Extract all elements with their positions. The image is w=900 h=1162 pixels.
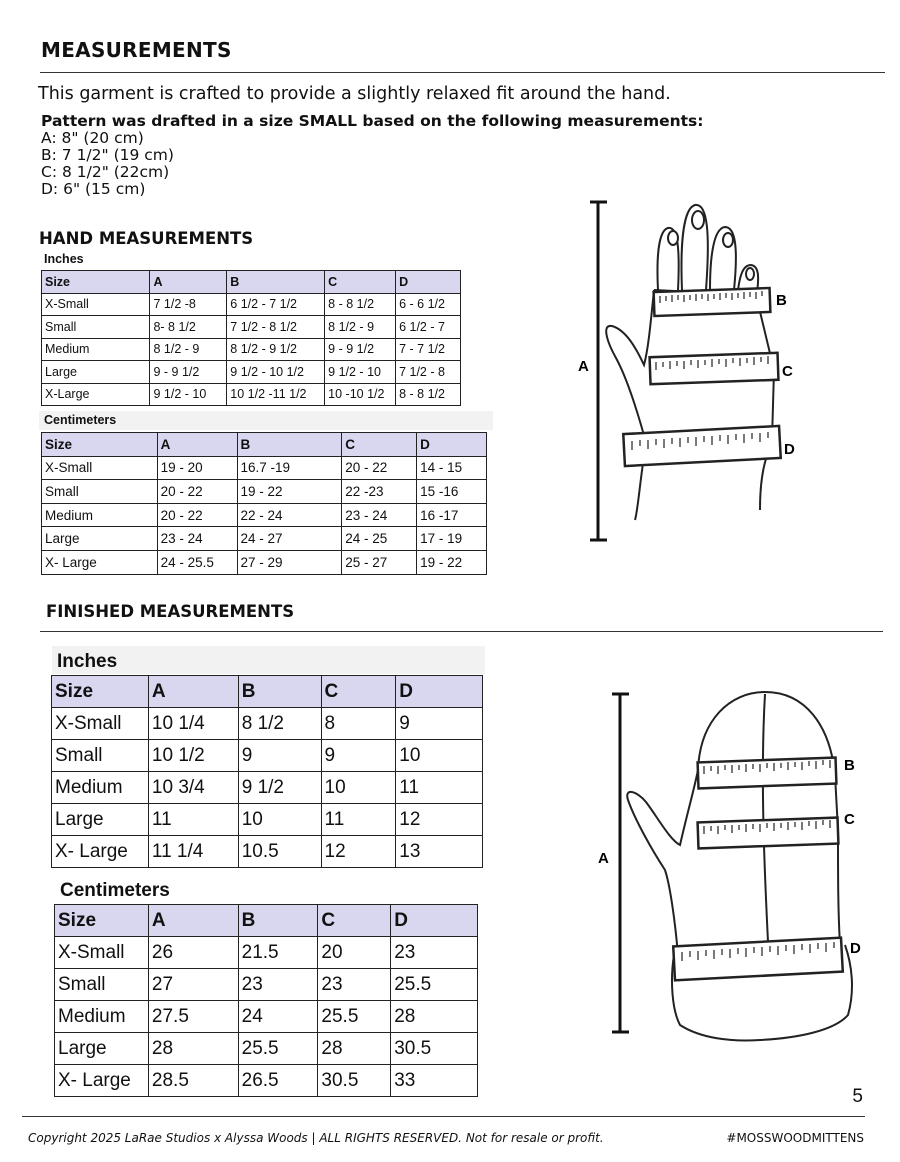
table-header-cell: C <box>325 271 396 294</box>
table-header-row <box>42 433 487 457</box>
table-header-row <box>42 271 461 294</box>
table-cell: Medium <box>52 772 149 804</box>
table-header-cell: D <box>396 676 483 708</box>
hand-inches-label: Inches <box>44 252 84 266</box>
finished-inches-table <box>51 675 483 868</box>
hand-inches-table <box>41 270 461 406</box>
table-cell: 28 <box>148 1033 238 1065</box>
footer-divider <box>22 1116 865 1117</box>
table-header-cell: Size <box>42 271 150 294</box>
table-cell: 9 <box>238 740 321 772</box>
copyright-text: Copyright 2025 LaRae Studios x Alyssa Woods | ALL RIGHTS RESERVED. Not for resale or profit. <box>28 1131 604 1145</box>
table-header-cell: Size <box>42 433 158 457</box>
table-row <box>52 836 483 868</box>
table-header-cell: C <box>342 433 417 457</box>
table-cell: 17 - 19 <box>417 527 487 551</box>
table-cell: 24 - 27 <box>237 527 342 551</box>
table-cell: 15 -16 <box>417 480 487 504</box>
hand-cm-label: Centimeters <box>44 413 117 427</box>
table-row <box>55 969 478 1001</box>
table-header-row <box>55 905 478 937</box>
table-cell: 7 1/2 - 8 1/2 <box>227 316 325 339</box>
table-row <box>42 361 461 384</box>
hand-tape-b <box>654 288 771 316</box>
table-header-cell: B <box>227 271 325 294</box>
table-cell: 11 <box>148 804 238 836</box>
table-cell: 24 - 25.5 <box>157 550 237 574</box>
table-row <box>52 772 483 804</box>
table-cell: 23 <box>318 969 391 1001</box>
hand-cm-table <box>41 432 487 575</box>
table-cell: 27 <box>148 969 238 1001</box>
table-cell: 6 1/2 - 7 1/2 <box>227 293 325 316</box>
table-cell: 10 3/4 <box>148 772 238 804</box>
table-cell: 9 <box>396 708 483 740</box>
table-cell: 22 -23 <box>342 480 417 504</box>
finished-measurements-heading: FINISHED MEASUREMENTS <box>46 602 295 621</box>
table-header-cell: D <box>417 433 487 457</box>
table-cell: Small <box>42 316 150 339</box>
intro-text: This garment is crafted to provide a slightly relaxed fit around the hand. <box>38 84 671 104</box>
table-cell: 8 1/2 - 9 <box>325 316 396 339</box>
table-cell: 10 <box>396 740 483 772</box>
table-cell: 10 <box>238 804 321 836</box>
table-cell: X-Small <box>55 937 149 969</box>
table-cell: 16 -17 <box>417 503 487 527</box>
table-cell: 8 <box>321 708 396 740</box>
table-cell: 20 - 22 <box>157 480 237 504</box>
table-cell: Small <box>55 969 149 1001</box>
table-row <box>55 1033 478 1065</box>
measurement-d: D: 6" (15 cm) <box>41 180 146 198</box>
table-row <box>42 338 461 361</box>
table-cell: 26.5 <box>238 1065 318 1097</box>
finished-inches-label: Inches <box>57 651 118 672</box>
table-header-cell: B <box>237 433 342 457</box>
table-header-cell: D <box>391 905 478 937</box>
table-cell: 23 <box>391 937 478 969</box>
table-row <box>55 937 478 969</box>
table-cell: X- Large <box>42 550 158 574</box>
hand-diagram <box>560 190 840 560</box>
table-cell: 22 - 24 <box>237 503 342 527</box>
palm-outline <box>606 290 774 520</box>
mitten-label-c: C <box>844 811 855 828</box>
table-row <box>42 293 461 316</box>
table-cell: 9 - 9 1/2 <box>150 361 227 384</box>
table-cell: Medium <box>42 338 150 361</box>
hand-tape-d <box>623 426 780 466</box>
table-row <box>42 503 487 527</box>
table-cell: 9 1/2 - 10 <box>325 361 396 384</box>
finished-cm-table <box>54 904 478 1097</box>
table-row <box>52 708 483 740</box>
table-cell: 10 1/2 -11 1/2 <box>227 383 325 406</box>
table-row <box>42 550 487 574</box>
page-number: 5 <box>852 1086 863 1107</box>
table-row <box>42 316 461 339</box>
table-cell: X- Large <box>55 1065 149 1097</box>
table-row <box>55 1065 478 1097</box>
table-cell: 9 1/2 <box>238 772 321 804</box>
table-cell: 19 - 22 <box>417 550 487 574</box>
table-header-cell: D <box>396 271 461 294</box>
table-cell: Small <box>52 740 149 772</box>
table-header-cell: Size <box>52 676 149 708</box>
table-cell: X-Small <box>42 456 158 480</box>
table-cell: 10 1/4 <box>148 708 238 740</box>
hand-label-d: D <box>784 441 795 458</box>
table-cell: 20 - 22 <box>157 503 237 527</box>
table-row <box>42 480 487 504</box>
table-cell: 25.5 <box>391 969 478 1001</box>
table-cell: 8 - 8 1/2 <box>396 383 461 406</box>
table-cell: 11 <box>396 772 483 804</box>
table-cell: 12 <box>321 836 396 868</box>
table-cell: 8- 8 1/2 <box>150 316 227 339</box>
table-cell: 9 - 9 1/2 <box>325 338 396 361</box>
table-cell: 7 1/2 - 8 <box>396 361 461 384</box>
table-cell: 12 <box>396 804 483 836</box>
mitten-diagram <box>590 680 880 1060</box>
table-cell: 6 - 6 1/2 <box>396 293 461 316</box>
hand-label-c: C <box>782 363 793 380</box>
table-header-cell: C <box>321 676 396 708</box>
table-row <box>42 456 487 480</box>
table-cell: 30.5 <box>391 1033 478 1065</box>
table-cell: 23 - 24 <box>157 527 237 551</box>
hand-tape-c <box>650 353 779 384</box>
table-cell: 10.5 <box>238 836 321 868</box>
mitten-label-d: D <box>850 940 861 957</box>
table-header-cell: Size <box>55 905 149 937</box>
table-cell: 7 1/2 -8 <box>150 293 227 316</box>
table-row <box>52 804 483 836</box>
title-divider <box>40 72 885 73</box>
table-cell: 25.5 <box>318 1001 391 1033</box>
table-cell: 14 - 15 <box>417 456 487 480</box>
table-header-cell: B <box>238 905 318 937</box>
table-cell: 20 <box>318 937 391 969</box>
table-cell: 33 <box>391 1065 478 1097</box>
table-cell: 23 <box>238 969 318 1001</box>
pattern-note: Pattern was drafted in a size SMALL based on the following measurements: <box>41 112 704 130</box>
table-cell: Large <box>42 527 158 551</box>
table-cell: 10 -10 1/2 <box>325 383 396 406</box>
table-cell: 13 <box>396 836 483 868</box>
table-cell: 23 - 24 <box>342 503 417 527</box>
mitten-tape-c <box>698 818 839 849</box>
table-cell: X-Large <box>42 383 150 406</box>
table-header-cell: A <box>157 433 237 457</box>
table-cell: 9 1/2 - 10 1/2 <box>227 361 325 384</box>
table-cell: 10 <box>321 772 396 804</box>
table-cell: Large <box>42 361 150 384</box>
table-cell: 27 - 29 <box>237 550 342 574</box>
table-cell: 9 1/2 - 10 <box>150 383 227 406</box>
table-cell: 28 <box>318 1033 391 1065</box>
table-row <box>42 383 461 406</box>
table-cell: 28.5 <box>148 1065 238 1097</box>
table-cell: 26 <box>148 937 238 969</box>
table-cell: 8 1/2 - 9 1/2 <box>227 338 325 361</box>
table-cell: 16.7 -19 <box>237 456 342 480</box>
table-header-cell: A <box>148 676 238 708</box>
table-cell: Large <box>55 1033 149 1065</box>
table-header-cell: B <box>238 676 321 708</box>
table-cell: Small <box>42 480 158 504</box>
table-cell: Large <box>52 804 149 836</box>
measurement-c: C: 8 1/2" (22cm) <box>41 163 170 181</box>
pattern-measurements <box>41 130 174 198</box>
mitten-label-b: B <box>844 757 855 774</box>
table-cell: 10 1/2 <box>148 740 238 772</box>
table-cell: 25 - 27 <box>342 550 417 574</box>
table-cell: 7 - 7 1/2 <box>396 338 461 361</box>
table-cell: 8 - 8 1/2 <box>325 293 396 316</box>
finished-divider <box>40 631 883 632</box>
table-header-cell: A <box>150 271 227 294</box>
table-cell: 21.5 <box>238 937 318 969</box>
table-cell: 11 <box>321 804 396 836</box>
table-header-cell: C <box>318 905 391 937</box>
hand-label-b: B <box>776 292 787 309</box>
hashtag-text: #MOSSWOODMITTENS <box>726 1131 864 1145</box>
table-cell: Medium <box>55 1001 149 1033</box>
table-cell: 8 1/2 - 9 <box>150 338 227 361</box>
table-cell: 19 - 22 <box>237 480 342 504</box>
table-cell: 24 <box>238 1001 318 1033</box>
table-cell: X-Small <box>42 293 150 316</box>
table-row <box>55 1001 478 1033</box>
table-cell: 28 <box>391 1001 478 1033</box>
hand-measurements-heading: HAND MEASUREMENTS <box>39 229 254 248</box>
table-cell: 11 1/4 <box>148 836 238 868</box>
table-cell: X- Large <box>52 836 149 868</box>
measurement-a: A: 8" (20 cm) <box>41 129 144 147</box>
table-header-cell: A <box>148 905 238 937</box>
table-cell: 8 1/2 <box>238 708 321 740</box>
table-cell: 6 1/2 - 7 <box>396 316 461 339</box>
mitten-tape-d <box>673 938 843 981</box>
mitten-label-a: A <box>598 850 609 867</box>
page-title: MEASUREMENTS <box>41 38 232 62</box>
hand-label-a: A <box>578 358 589 375</box>
table-cell: 27.5 <box>148 1001 238 1033</box>
table-row <box>42 527 487 551</box>
table-cell: 9 <box>321 740 396 772</box>
table-cell: 25.5 <box>238 1033 318 1065</box>
table-row <box>52 740 483 772</box>
table-cell: 20 - 22 <box>342 456 417 480</box>
measurement-b: B: 7 1/2" (19 cm) <box>41 146 174 164</box>
table-cell: 24 - 25 <box>342 527 417 551</box>
table-cell: Medium <box>42 503 158 527</box>
table-cell: 19 - 20 <box>157 456 237 480</box>
table-cell: X-Small <box>52 708 149 740</box>
table-header-row <box>52 676 483 708</box>
table-cell: 30.5 <box>318 1065 391 1097</box>
finished-cm-label: Centimeters <box>60 880 170 901</box>
